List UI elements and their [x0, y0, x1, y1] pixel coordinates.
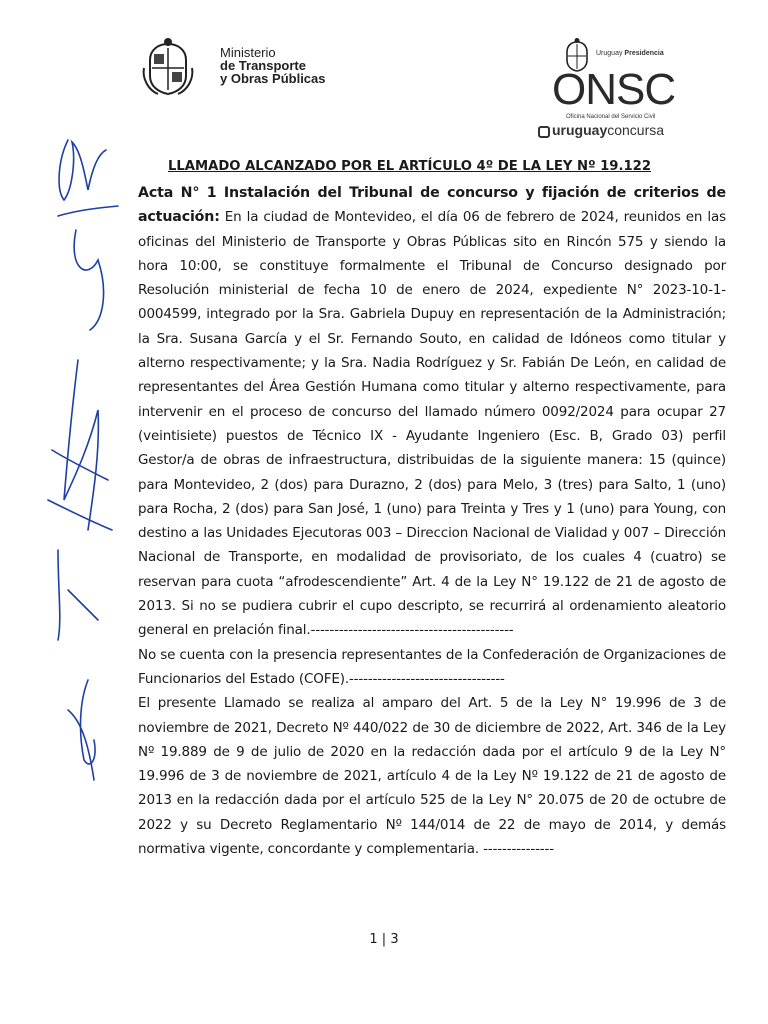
uruguay-concursa-logo — [538, 122, 664, 138]
uruguay-shield-icon — [140, 38, 196, 98]
acta-text: En la ciudad de Montevideo, el día 06 de febrero de 2024, reunidos en las oficinas del Ministerio de Transporte y Obras Públicas sito en Rincón 575 y siendo la hora 10:00, se constituye formalmente el Tribunal de Concurso designado por Resolución ministerial de fecha 10 de enero de 2024, expediente N° 2023-10-1-0004599, integrado por la Sra. Gabriela Dupuy en representación de la Administración; la Sra. Susana García y el Sr. Fernando Souto, en calidad de Idóneos como titular y alterno respectivamente; y la Sra. Nadia Rodríguez y Sr. Fabián De León, en calidad de representantes del Área Gestión Humana como titular y alterno respectivamente, para intervenir en el proceso de concurso del llamado número 0092/2024 para ocupar 27 (veintisiete) puestos de Técnico IX - Ayudante Ingeniero (Esc. B, Grado 03) perfil Gestor/a de obras de infraestructura, distribuidas de la siguiente manera: 15 (quince) para Montevideo, 2 (dos) para Durazno, 2 (dos) para Melo, 3 (tres) para Salto, 1 (uno) para Rocha, 2 (dos) para San José, 1 (uno) para Treinta y Tres y 1 (uno) para Young, con destino a las Unidades Ejecutoras 003 – Direccion Nacional de Vialidad y 007 – Dirección Nacional de Transporte, en modalidad de provisoriato, de los cuales 4 (cuatro) se reservan para cuota “afrodescendiente” Art. 4 de la Ley N° 19.122 de 21 de agosto de 2013. Si no se pudiera cubrir el cupo descripto, se recurrirá al ordenamiento aleatorio general en prelación final.------------------------------------------- — [138, 209, 726, 639]
ministry-logo — [140, 38, 360, 98]
presidencia-prefix: Uruguay — [596, 50, 623, 57]
margin-signatures-icon — [28, 120, 138, 820]
ministry-line2: de Transporte — [220, 58, 306, 73]
acta-heading: Acta N° 1 Instalación del Tribunal de concurso y fijación de criterios de actuación: — [138, 185, 726, 226]
document-body — [138, 181, 726, 861]
onsc-logo — [538, 38, 688, 143]
document-title: LLAMADO ALCANZADO POR EL ARTÍCULO 4º DE LA LEY Nº 19.122 — [168, 159, 652, 174]
presidencia-word: Presidencia — [624, 50, 664, 57]
page-number: 1 | 3 — [369, 932, 399, 947]
concursa-icon — [538, 126, 550, 138]
paragraph-cofe: No se cuenta con la presencia representantes de la Confederación de Organizaciones de Funcionarios del Estado (COFE).--------------------------------- — [138, 646, 726, 687]
ministry-line1: Ministerio — [220, 45, 276, 60]
concursa-bold: uruguay — [552, 122, 608, 138]
concursa-rest: concursa — [607, 122, 665, 138]
onsc-subtitle: Oficina Nacional del Servicio Civil — [566, 114, 656, 120]
ministry-line3: y Obras Públicas — [220, 71, 326, 86]
onsc-wordmark: ONSC — [552, 65, 676, 114]
paragraph-legal: El presente Llamado se realiza al amparo del Art. 5 de la Ley N° 19.996 de 3 de noviembre de 2021, Decreto Nº 440/022 de 30 de diciembre de 2022, Art. 346 de la Ley Nº 19.889 de 9 de julio de 2020 en la redacción dada por el artículo 9 de la Ley N° 19.996 de 3 de noviembre de 2021, artículo 4 de la Ley Nº 19.122 de 21 de agosto de 2013 en la redacción dada por el artículo 525 de la Ley N° 20.075 de 20 de octubre de 2022 y su Decreto Reglamentario Nº 144/014 de 22 de mayo de 2014, y demás normativa vigente, concordante y complementaria. --------------- — [138, 695, 726, 858]
ministry-name — [220, 46, 326, 85]
presidencia-label — [596, 50, 664, 57]
paragraph-acta — [138, 181, 726, 643]
